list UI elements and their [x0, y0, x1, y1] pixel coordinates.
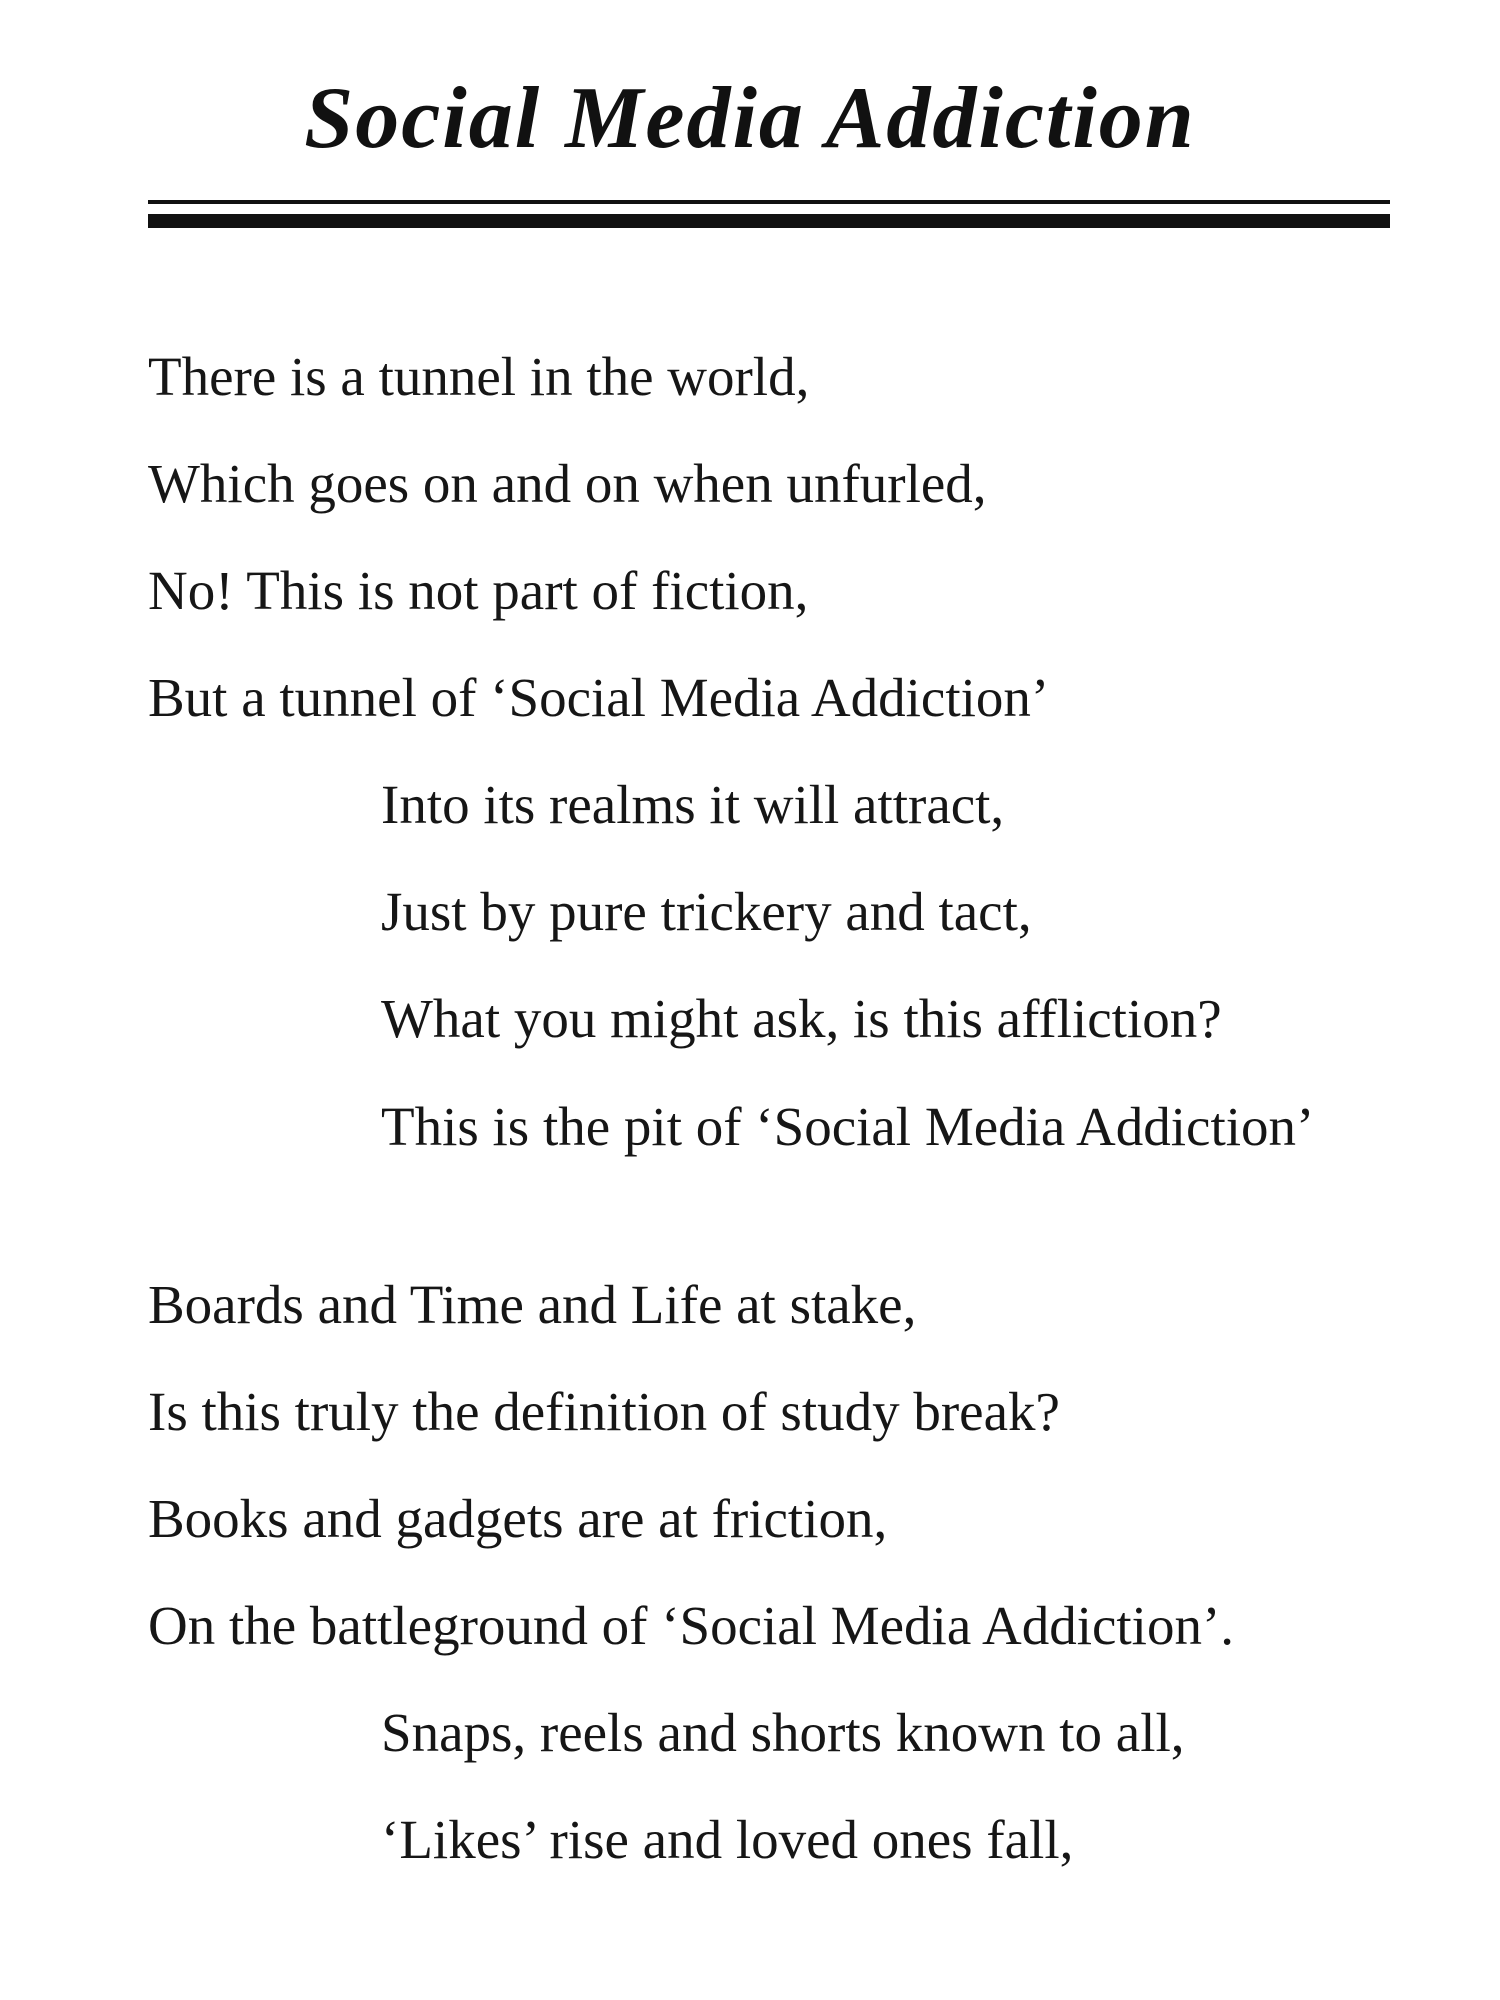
poem-line: On the battleground of ‘Social Media Addiction’. [148, 1595, 1235, 1656]
poem-line: Boards and Time and Life at stake, [148, 1274, 917, 1335]
poem-line: What you might ask, is this affliction? [381, 988, 1222, 1049]
poem-line: Just by pure trickery and tact, [381, 881, 1032, 942]
poem-line: Books and gadgets are at friction, [148, 1488, 888, 1549]
poem-line: ‘Likes’ rise and loved ones fall, [381, 1809, 1074, 1870]
title-divider-thin [148, 200, 1390, 204]
poem-line: But a tunnel of ‘Social Media Addiction’ [148, 667, 1050, 728]
poem-title: Social Media Addiction [304, 70, 1196, 167]
poem-line: This is the pit of ‘Social Media Addiction’ [381, 1096, 1315, 1157]
poem-line: There is a tunnel in the world, [148, 346, 810, 407]
poem-line: Which goes on and on when unfurled, [148, 453, 987, 514]
title-divider-thick [148, 214, 1390, 228]
poem-line: No! This is not part of fiction, [148, 560, 809, 621]
poem-line: Is this truly the definition of study break? [148, 1381, 1060, 1442]
poem-line: Into its realms it will attract, [381, 774, 1005, 835]
poem-line: Snaps, reels and shorts known to all, [381, 1702, 1185, 1763]
